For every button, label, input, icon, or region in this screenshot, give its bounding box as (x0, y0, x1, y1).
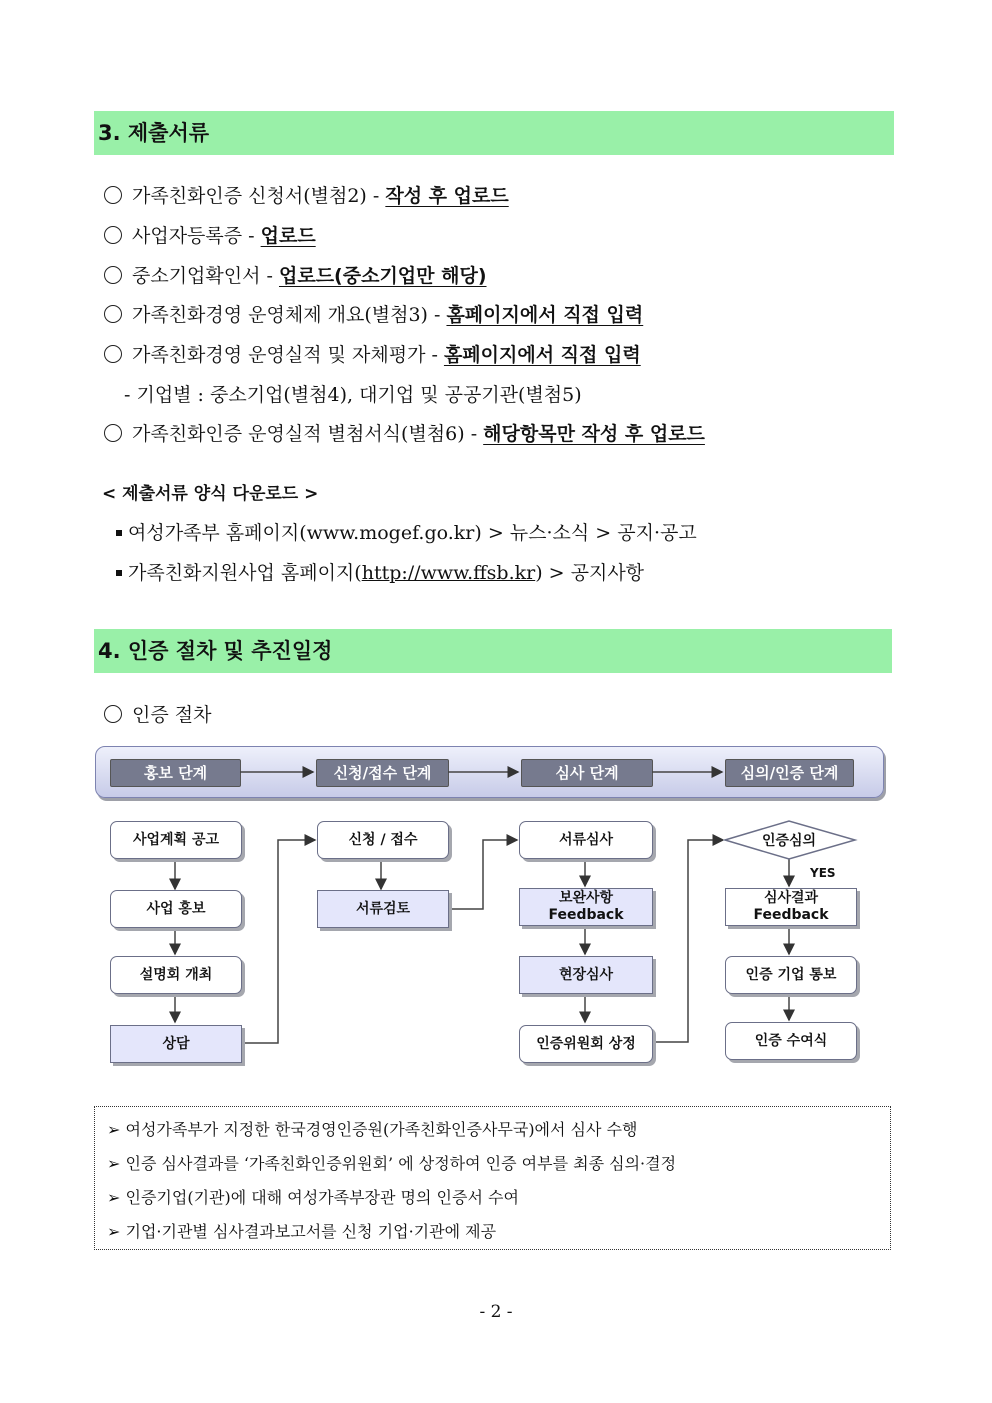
doc-item-action: 업로드(중소기업만 해당) (278, 265, 487, 287)
circle-bullet-icon (104, 305, 122, 323)
note-1: ➢ 여성가족부가 지정한 한국경영인증원(가족친화인증사무국)에서 심사 수행 (107, 1120, 638, 1139)
square-bullet-icon (116, 570, 122, 576)
box-application-receipt: 신청 / 접수 (317, 821, 449, 859)
box-committee-submission: 인증위원회 상정 (519, 1025, 653, 1063)
circle-bullet-icon (104, 186, 122, 204)
box-result-feedback: 심사결과 Feedback (725, 888, 857, 926)
box-document-check: 서류검토 (317, 890, 449, 928)
arrowhead-bullet-icon: ➢ (107, 1222, 126, 1241)
note-4: ➢ 기업·기관별 심사결과보고서를 신청 기업·기관에 제공 (107, 1222, 497, 1241)
doc-item-action: 작성 후 업로드 (385, 185, 509, 207)
stage-review: 심사 단계 (521, 759, 653, 787)
page-number: - 2 - (479, 1302, 513, 1322)
note-2: ➢ 인증 심사결과를 ‘가족친화인증위원회’ 에 상정하여 인증 여부를 최종 심의·결정 (107, 1154, 677, 1173)
box-briefing-session: 설명회 개최 (110, 956, 242, 994)
doc-item-action: 홈페이지에서 직접 입력 (443, 344, 641, 366)
doc-item-3: 중소기업확인서 - 업로드(중소기업만 해당) (104, 263, 487, 289)
procedure-subtitle: 인증 절차 (104, 702, 211, 728)
box-business-promotion: 사업 홍보 (110, 890, 242, 928)
circle-bullet-icon (104, 424, 122, 442)
box-certified-notice: 인증 기업 통보 (725, 956, 857, 994)
stage-promotion: 홍보 단계 (110, 759, 241, 787)
doc-item-1: 가족친화인증 신청서(별첨2) - 작성 후 업로드 (104, 183, 509, 209)
arrowhead-bullet-icon: ➢ (107, 1120, 126, 1139)
doc-sub-note: - 기업별 : 중소기업(별첨4), 대기업 및 공공기관(별첨5) (124, 384, 582, 406)
ffsb-link[interactable]: http://www.ffsb.kr (361, 562, 536, 584)
download-item-1: 여성가족부 홈페이지(www.mogef.go.kr) > 뉴스·소식 > 공지·공고 (116, 520, 697, 546)
circle-bullet-icon (104, 705, 122, 723)
arrowhead-bullet-icon: ➢ (107, 1188, 126, 1207)
stage-certification: 심의/인증 단계 (725, 759, 854, 787)
doc-item-6: 가족친화인증 운영실적 별첨서식(별첨6) - 해당항목만 작성 후 업로드 (104, 421, 705, 447)
download-title: < 제출서류 양식 다운로드 > (102, 484, 319, 504)
doc-item-action: 업로드 (260, 225, 316, 247)
box-onsite-review: 현장심사 (519, 956, 653, 994)
note-3: ➢ 인증기업(기관)에 대해 여성가족부장관 명의 인증서 수여 (107, 1188, 519, 1207)
decision-label: 인증심의 (761, 833, 817, 849)
download-item-2: 가족친화지원사업 홈페이지(http://www.ffsb.kr) > 공지사항 (116, 560, 644, 586)
arrowhead-bullet-icon: ➢ (107, 1154, 126, 1173)
circle-bullet-icon (104, 345, 122, 363)
stage-application: 신청/접수 단계 (316, 759, 449, 787)
doc-item-action: 해당항목만 작성 후 업로드 (483, 423, 705, 445)
doc-item-5: 가족친화경영 운영실적 및 자체평가 - 홈페이지에서 직접 입력 (104, 342, 641, 368)
section-3-heading: 3. 제출서류 (94, 111, 894, 155)
box-consultation: 상담 (110, 1025, 242, 1063)
box-business-plan-notice: 사업계획 공고 (110, 821, 242, 859)
doc-item-action: 홈페이지에서 직접 입력 (446, 304, 644, 326)
procedure-notes-box (94, 1106, 891, 1250)
doc-item-4: 가족친화경영 운영체제 개요(별첨3) - 홈페이지에서 직접 입력 (104, 302, 643, 328)
box-document-review: 서류심사 (519, 821, 653, 859)
doc-item-2: 사업자등록증 - 업로드 (104, 223, 316, 249)
section-4-heading: 4. 인증 절차 및 추진일정 (94, 629, 892, 673)
box-award-ceremony: 인증 수여식 (725, 1022, 857, 1060)
box-supplement-feedback: 보완사항 Feedback (519, 888, 653, 926)
circle-bullet-icon (104, 266, 122, 284)
yes-label: YES (810, 866, 836, 880)
certification-flowchart (95, 746, 887, 1066)
circle-bullet-icon (104, 226, 122, 244)
square-bullet-icon (116, 530, 122, 536)
